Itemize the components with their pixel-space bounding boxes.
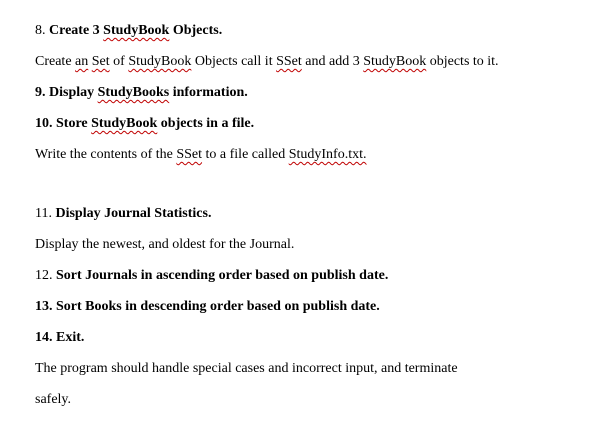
text-segment: information. [169,85,248,100]
text-segment: 10. Store [35,116,92,131]
text-segment: The program should handle special cases and incorrect input, and terminate [35,361,458,376]
text-segment: 12. [35,268,56,283]
spellcheck-flagged-word: StudyBook [91,116,158,131]
text-segment: Create [35,54,76,69]
text-segment: objects in a file. [157,116,255,131]
item-10-heading [35,115,254,133]
item-12-heading [35,267,388,285]
spellcheck-flagged-word: SSet [176,147,203,162]
spellcheck-flagged-word: an [75,54,89,69]
text-segment: Display the newest, and oldest for the Journal. [35,237,295,252]
text-segment: Create 3 [49,23,104,38]
item-8-description [35,53,499,71]
text-segment: safely. [35,392,72,407]
spellcheck-flagged-word: StudyInfo.txt. [288,147,367,162]
item-8-heading [35,22,222,40]
spellcheck-flagged-word: StudyBook [128,54,192,69]
item-10-description [35,146,367,164]
item-14-heading [35,329,84,347]
text-segment: Objects call it [191,54,277,69]
spellcheck-flagged-word: StudyBook [363,54,427,69]
item-9-heading [35,84,248,102]
closing-note-line-2 [35,391,71,409]
text-segment: Write the contents of the [35,147,177,162]
item-13-heading [35,298,380,316]
closing-note-line-1 [35,360,458,378]
spellcheck-flagged-word: SSet [276,54,302,69]
spellcheck-flagged-word: Set [91,54,110,69]
text-segment: and add 3 [301,54,364,69]
text-segment: Sort Journals in ascending order based on publish date. [56,268,389,283]
text-segment: 8. [35,23,49,38]
spellcheck-flagged-word: StudyBooks [97,85,170,100]
text-segment: 9. Display [35,85,98,100]
spellcheck-flagged-word: StudyBook [103,23,170,38]
item-11-heading [35,205,211,223]
text-segment: 13. Sort Books in descending order based on publish date. [35,299,380,314]
text-segment: of [109,54,129,69]
text-segment: 11. [35,206,56,221]
text-segment: Objects. [169,23,223,38]
text-segment: Display Journal Statistics. [55,206,212,221]
item-11-description [35,236,294,254]
text-segment: 14. Exit. [35,330,85,345]
text-segment: to a file called [202,147,289,162]
text-segment: objects to it. [426,54,499,69]
